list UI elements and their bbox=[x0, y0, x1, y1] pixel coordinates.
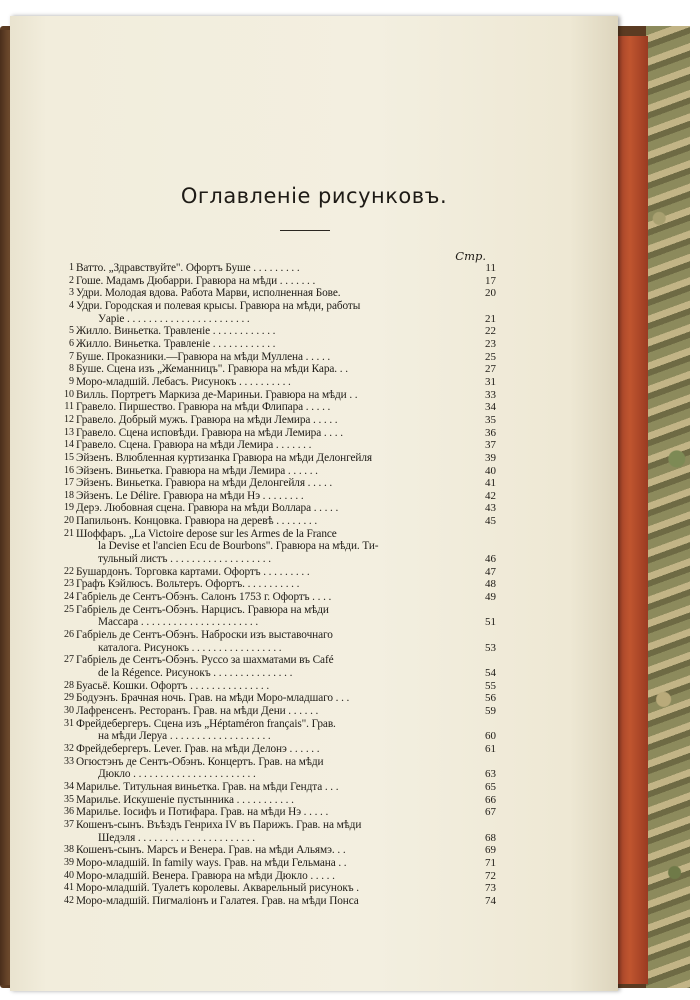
toc-entry bbox=[60, 604, 500, 629]
entry-line: Марилье. Iосифъ и Потифара. Грав. на мѣди Нэ . . . . . bbox=[76, 806, 329, 819]
toc-entry bbox=[60, 692, 500, 705]
title-rule bbox=[280, 230, 330, 231]
entry-line: Буше. Сцена изъ „Жеманницъ". Гравюра на мѣди Кара. . . bbox=[76, 363, 348, 376]
entry-text bbox=[76, 705, 500, 718]
toc-entry bbox=[60, 806, 500, 819]
entry-number: 42 bbox=[64, 894, 74, 906]
entry-line: Дюкло . . . . . . . . . . . . . . . . . . . . . . . bbox=[98, 768, 256, 781]
toc-entry bbox=[60, 427, 500, 440]
entry-line: Бодуэнъ. Брачная ночь. Грав. на мѣди Моро-младшаго . . . bbox=[76, 692, 350, 705]
entry-text bbox=[76, 427, 500, 440]
page-title: Оглавленіе рисунковъ. bbox=[180, 184, 448, 208]
toc-entry bbox=[60, 338, 500, 351]
entry-text bbox=[76, 882, 500, 895]
entry-number: 40 bbox=[64, 869, 74, 881]
entry-line: Фрейдебергеръ. Lever. Грав. на мѣди Делонэ . . . . . . bbox=[76, 742, 320, 755]
entry-page-number: 68 bbox=[485, 831, 496, 844]
entry-line: Моро-младшiй. Туалетъ королевы. Акварельный рисунокъ . bbox=[76, 882, 359, 895]
toc-entry bbox=[60, 578, 500, 591]
entry-line: Габрiель де Сентъ-Обэнъ. Руссо за шахматами въ Café bbox=[76, 654, 334, 667]
entry-page-number: 23 bbox=[485, 337, 496, 350]
entry-line: Жилло. Виньетка. Травленiе . . . . . . . . . . . . bbox=[76, 337, 276, 350]
entry-page-number: 59 bbox=[485, 704, 496, 717]
entry-page-number: 48 bbox=[485, 578, 496, 591]
toc-entry bbox=[60, 490, 500, 503]
toc-entry bbox=[60, 781, 500, 794]
entry-number: 25 bbox=[64, 603, 74, 615]
entry-text bbox=[76, 389, 500, 402]
entry-page-number: 33 bbox=[485, 388, 496, 401]
entry-text bbox=[76, 376, 500, 389]
toc-entry bbox=[60, 401, 500, 414]
entry-line: каталога. Рисунокъ . . . . . . . . . . . . . . . . . bbox=[98, 641, 282, 654]
entry-text bbox=[76, 591, 500, 604]
entry-line: Дерэ. Любовная сцена. Гравюра на мѣди Воллара . . . . . bbox=[76, 502, 339, 515]
entry-page-number: 11 bbox=[485, 262, 496, 274]
toc-entry bbox=[60, 515, 500, 528]
entry-number: 31 bbox=[64, 717, 74, 729]
entry-page-number: 20 bbox=[485, 287, 496, 300]
entry-line: de la Régence. Рисунокъ . . . . . . . . . . . . . . . bbox=[98, 667, 293, 679]
entry-line: Эйзенъ. Влюбленная куртизанка Гравюра на мѣди Делонгейля bbox=[76, 451, 373, 464]
entry-text bbox=[76, 844, 500, 857]
entry-page-number: 54 bbox=[485, 666, 496, 679]
entry-line: Марилье. Титульная виньетка. Грав. на мѣди Гендта . . . bbox=[76, 780, 339, 793]
entry-number: 32 bbox=[64, 742, 74, 754]
entry-text bbox=[76, 566, 500, 579]
entry-page-number: 60 bbox=[485, 730, 496, 743]
toc-entry bbox=[60, 300, 500, 325]
entry-line: Кошенъ-сынъ. Въѣздъ Генриха IV въ Парижъ. Грав. на мѣди bbox=[76, 818, 362, 831]
entry-page-number: 43 bbox=[485, 502, 496, 515]
entry-text bbox=[76, 528, 500, 566]
entry-line: la Devise et l'ancien Ecu de Bourbons". Гравюра на мѣди. Ти- bbox=[98, 540, 379, 553]
entry-number: 33 bbox=[64, 755, 74, 767]
entry-page-number: 21 bbox=[485, 312, 496, 325]
toc-entry bbox=[60, 452, 500, 465]
toc-entry bbox=[60, 654, 500, 679]
toc-entry bbox=[60, 705, 500, 718]
entry-page-number: 55 bbox=[485, 679, 496, 692]
entry-line: Бушардонъ. Торговка картами. Офортъ . . . . . . . . . bbox=[76, 565, 310, 578]
entry-text bbox=[76, 680, 500, 693]
toc-entry bbox=[60, 477, 500, 490]
entry-page-number: 36 bbox=[485, 426, 496, 439]
entry-page-number: 34 bbox=[485, 401, 496, 414]
entry-text bbox=[76, 465, 500, 478]
entry-page-number: 56 bbox=[485, 692, 496, 705]
entry-text bbox=[76, 819, 500, 844]
entry-line: Гоше. Мадамъ Дюбарри. Гравюра на мѣди . . . . . . . bbox=[76, 274, 316, 287]
entry-number: 29 bbox=[64, 692, 74, 704]
toc-entry bbox=[60, 844, 500, 857]
entry-page-number: 49 bbox=[485, 591, 496, 604]
page-column-label: Стр. bbox=[455, 249, 486, 263]
entry-number: 20 bbox=[64, 515, 74, 527]
entry-number: 3 bbox=[69, 287, 74, 299]
entry-page-number: 25 bbox=[485, 350, 496, 363]
entry-page-number: 72 bbox=[485, 869, 496, 882]
entry-number: 34 bbox=[64, 780, 74, 792]
toc-entry bbox=[60, 502, 500, 515]
entry-text bbox=[76, 806, 500, 819]
toc-entry bbox=[60, 262, 500, 275]
toc-entry bbox=[60, 528, 500, 566]
entry-number: 39 bbox=[64, 856, 74, 868]
entry-text bbox=[76, 515, 500, 528]
entry-line: Уарiе . . . . . . . . . . . . . . . . . . . . . . . bbox=[98, 312, 250, 325]
entry-number: 23 bbox=[64, 578, 74, 590]
toc-entry bbox=[60, 756, 500, 781]
entry-line: Кошенъ-сынъ. Марсъ и Венера. Грав. на мѣди Альямэ. . . bbox=[76, 844, 346, 857]
toc-entry bbox=[60, 287, 500, 300]
entry-line: Фрейдебергеръ. Сцена изъ „Héptaméron français". Грав. bbox=[76, 717, 336, 730]
entry-number: 4 bbox=[69, 299, 74, 311]
toc-entry bbox=[60, 718, 500, 743]
entry-line: Моро-младшiй. Пигмалiонъ и Галатея. Грав. на мѣди Понса bbox=[76, 894, 359, 907]
entry-text bbox=[76, 262, 500, 275]
entry-line: Жилло. Виньетка. Травленiе . . . . . . . . . . . . bbox=[76, 325, 276, 338]
entry-number: 1 bbox=[69, 262, 74, 273]
entry-line: Эйзенъ. Le Délire. Гравюра на мѣди Нэ . . . . . . . . bbox=[76, 489, 304, 502]
entry-text bbox=[76, 743, 500, 756]
entry-number: 16 bbox=[64, 464, 74, 476]
entry-line: Эйзенъ. Виньетка. Гравюра на мѣди Делонгейля . . . . . bbox=[76, 477, 333, 490]
entry-line: Гравело. Сцена исповѣди. Гравюра на мѣди Лемира . . . . bbox=[76, 426, 343, 439]
entry-text bbox=[76, 895, 500, 908]
entry-line: Габрiель де Сентъ-Обэнъ. Нарцисъ. Гравюра на мѣди bbox=[76, 603, 329, 616]
entry-text bbox=[76, 477, 500, 490]
book-page bbox=[10, 16, 618, 991]
entry-page-number: 17 bbox=[485, 274, 496, 287]
entry-number: 38 bbox=[64, 844, 74, 856]
toc-entry bbox=[60, 819, 500, 844]
entry-page-number: 69 bbox=[485, 844, 496, 857]
entry-text bbox=[76, 578, 500, 591]
entry-number: 15 bbox=[64, 451, 74, 463]
entry-page-number: 37 bbox=[485, 439, 496, 452]
entry-line: Гравело. Сцена. Гравюра на мѣди Лемира . . . . . . . bbox=[76, 439, 312, 452]
entry-text bbox=[76, 351, 500, 364]
entry-number: 30 bbox=[64, 704, 74, 716]
entry-page-number: 35 bbox=[485, 413, 496, 426]
entry-number: 35 bbox=[64, 793, 74, 805]
entry-line: Ватто. „Здравствуйте". Офортъ Буше . . . . . . . . . bbox=[76, 262, 300, 274]
entry-number: 13 bbox=[64, 426, 74, 438]
entry-number: 22 bbox=[64, 565, 74, 577]
entry-text bbox=[76, 604, 500, 629]
entry-text bbox=[76, 870, 500, 883]
entry-number: 37 bbox=[64, 818, 74, 830]
entry-line: Буасьё. Кошки. Офортъ . . . . . . . . . . . . . . . bbox=[76, 679, 270, 692]
entry-text bbox=[76, 452, 500, 465]
entry-page-number: 61 bbox=[485, 742, 496, 755]
toc-entry bbox=[60, 389, 500, 402]
toc-entry bbox=[60, 351, 500, 364]
entry-number: 17 bbox=[64, 477, 74, 489]
entry-text bbox=[76, 692, 500, 705]
entry-line: Гравело. Пиршество. Гравюра на мѣди Флипара . . . . . bbox=[76, 401, 331, 414]
toc-entry bbox=[60, 629, 500, 654]
entry-page-number: 74 bbox=[485, 894, 496, 907]
entry-number: 27 bbox=[64, 654, 74, 666]
entry-line: Удри. Городская и полевая крысы. Гравюра на мѣди, работы bbox=[76, 299, 361, 312]
entry-number: 19 bbox=[64, 502, 74, 514]
entry-line: Массара . . . . . . . . . . . . . . . . . . . . . . bbox=[98, 616, 259, 629]
entry-page-number: 42 bbox=[485, 489, 496, 502]
entry-page-number: 66 bbox=[485, 793, 496, 806]
toc-entry bbox=[60, 363, 500, 376]
entry-page-number: 46 bbox=[485, 553, 496, 566]
toc-entry bbox=[60, 439, 500, 452]
entry-number: 26 bbox=[64, 629, 74, 641]
entry-text bbox=[76, 718, 500, 743]
entry-text bbox=[76, 439, 500, 452]
toc-entry bbox=[60, 275, 500, 288]
entry-number: 6 bbox=[69, 337, 74, 349]
entry-line: Вилль. Портретъ Маркиза де-Мариньи. Гравюра на мѣди . . bbox=[76, 388, 358, 401]
entry-line: Удри. Молодая вдова. Работа Марви, исполненная Бове. bbox=[76, 287, 341, 300]
entry-number: 2 bbox=[69, 274, 74, 286]
entry-text bbox=[76, 794, 500, 807]
entry-page-number: 71 bbox=[485, 856, 496, 869]
entry-number: 14 bbox=[64, 439, 74, 451]
entry-text bbox=[76, 275, 500, 288]
entry-number: 12 bbox=[64, 413, 74, 425]
entry-number: 9 bbox=[69, 375, 74, 387]
leather-spine bbox=[618, 36, 648, 984]
entry-line: Графъ Кэйлюсъ. Вольтеръ. Офортъ. . . . . . . . . . . bbox=[76, 578, 300, 591]
entry-page-number: 22 bbox=[485, 325, 496, 338]
entry-line: Эйзенъ. Виньетка. Гравюра на мѣди Лемира . . . . . . bbox=[76, 464, 318, 477]
entry-line: Буше. Проказники.—Гравюра на мѣди Муллена . . . . . bbox=[76, 350, 331, 363]
entry-page-number: 73 bbox=[485, 882, 496, 895]
toc-entry bbox=[60, 325, 500, 338]
entry-page-number: 40 bbox=[485, 464, 496, 477]
entry-text bbox=[76, 756, 500, 781]
table-of-contents bbox=[60, 262, 500, 907]
entry-number: 41 bbox=[64, 882, 74, 894]
toc-entry bbox=[60, 857, 500, 870]
entry-number: 8 bbox=[69, 363, 74, 375]
entry-line: Моро-младшiй. Лебасъ. Рисунокъ . . . . . . . . . . bbox=[76, 375, 291, 388]
entry-page-number: 63 bbox=[485, 768, 496, 781]
entry-line: Лафренсенъ. Ресторанъ. Грав. на мѣди Дени . . . . . . bbox=[76, 704, 319, 717]
entry-text bbox=[76, 363, 500, 376]
entry-line: тульный листъ . . . . . . . . . . . . . . . . . . . bbox=[98, 553, 271, 566]
toc-entry bbox=[60, 895, 500, 908]
entry-text bbox=[76, 300, 500, 325]
entry-line: Огюстэнъ де Сентъ-Обэнъ. Концертъ. Грав. на мѣди bbox=[76, 755, 324, 768]
entry-page-number: 41 bbox=[485, 477, 496, 490]
toc-entry bbox=[60, 680, 500, 693]
entry-page-number: 67 bbox=[485, 806, 496, 819]
entry-line: на мѣди Леруа . . . . . . . . . . . . . . . . . . . bbox=[98, 730, 271, 743]
toc-entry bbox=[60, 591, 500, 604]
entry-line: Моро-младшiй. In family ways. Грав. на мѣди Гельмана . . bbox=[76, 856, 347, 869]
entry-number: 5 bbox=[69, 325, 74, 337]
entry-line: Моро-младшiй. Венера. Гравюра на мѣди Дюкло . . . . . bbox=[76, 869, 335, 882]
entry-text bbox=[76, 401, 500, 414]
entry-line: Папильонъ. Концовка. Гравюра на деревѣ . . . . . . . . bbox=[76, 515, 318, 528]
entry-page-number: 45 bbox=[485, 515, 496, 528]
entry-number: 11 bbox=[64, 401, 74, 413]
entry-text bbox=[76, 654, 500, 679]
entry-text bbox=[76, 325, 500, 338]
entry-text bbox=[76, 490, 500, 503]
entry-page-number: 39 bbox=[485, 451, 496, 464]
entry-text bbox=[76, 857, 500, 870]
entry-number: 28 bbox=[64, 679, 74, 691]
entry-line: Габрiель де Сентъ-Обэнъ. Наброски изъ выставочнаго bbox=[76, 629, 333, 642]
entry-page-number: 47 bbox=[485, 565, 496, 578]
toc-entry bbox=[60, 794, 500, 807]
entry-number: 21 bbox=[64, 527, 74, 539]
entry-text bbox=[76, 502, 500, 515]
entry-number: 10 bbox=[64, 388, 74, 400]
entry-line: Габрiель де Сентъ-Обэнъ. Салонъ 1753 г. Офортъ . . . . bbox=[76, 591, 332, 604]
entry-page-number: 27 bbox=[485, 363, 496, 376]
toc-entry bbox=[60, 414, 500, 427]
entry-line: Шоффаръ. „La Victoire depose sur les Armes de la France bbox=[76, 527, 337, 540]
toc-entry bbox=[60, 882, 500, 895]
entry-number: 7 bbox=[69, 350, 74, 362]
entry-page-number: 51 bbox=[485, 616, 496, 629]
entry-text bbox=[76, 287, 500, 300]
entry-line: Гравело. Добрый мужъ. Гравюра на мѣди Лемира . . . . . bbox=[76, 413, 338, 426]
toc-entry bbox=[60, 743, 500, 756]
entry-text bbox=[76, 414, 500, 427]
marbled-board bbox=[646, 26, 690, 988]
toc-entry bbox=[60, 566, 500, 579]
toc-entry bbox=[60, 376, 500, 389]
entry-text bbox=[76, 629, 500, 654]
entry-line: Шедэля . . . . . . . . . . . . . . . . . . . . . . bbox=[98, 831, 256, 844]
entry-page-number: 53 bbox=[485, 641, 496, 654]
entry-page-number: 31 bbox=[485, 375, 496, 388]
entry-number: 36 bbox=[64, 806, 74, 818]
entry-text bbox=[76, 781, 500, 794]
entry-number: 18 bbox=[64, 489, 74, 501]
toc-entry bbox=[60, 870, 500, 883]
entry-number: 24 bbox=[64, 591, 74, 603]
entry-text bbox=[76, 338, 500, 351]
entry-page-number: 65 bbox=[485, 780, 496, 793]
entry-line: Марилье. Искушенiе пустынника . . . . . . . . . . . bbox=[76, 793, 294, 806]
toc-entry bbox=[60, 465, 500, 478]
